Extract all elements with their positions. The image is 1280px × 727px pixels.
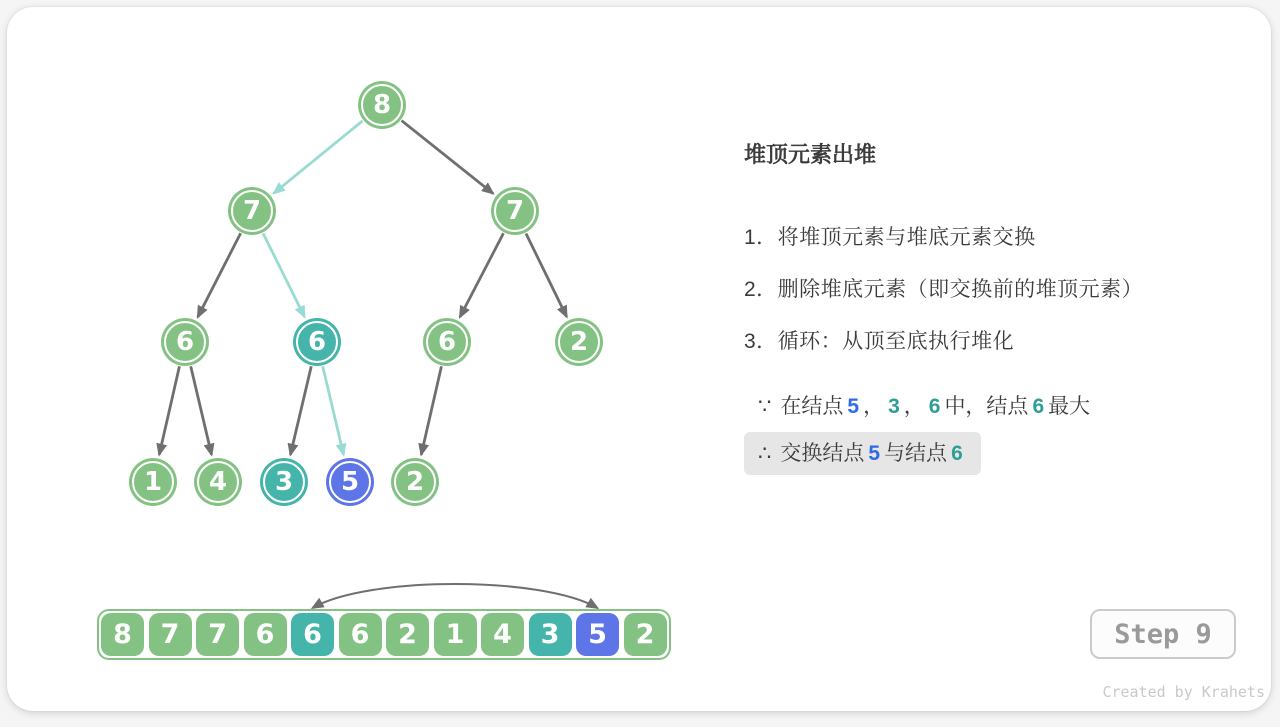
array-cell: 7 [196,613,239,656]
tree-edge [159,366,179,454]
reason-node-value: 6 [1032,395,1045,418]
figure-card [7,7,1271,711]
tree-edge [460,233,504,317]
reason-text: 与结点 [884,442,948,465]
array-cell: 5 [576,613,619,656]
tree-edge [323,366,344,454]
tree-edge [191,366,212,454]
tree-node: 4 [197,461,239,503]
reason-text: ， [863,395,885,418]
tree-node: 5 [329,461,371,503]
step-item: 2．删除堆底元素（即交换前的堆顶元素） [744,278,1144,301]
reason-text: 中，结点 [944,395,1029,418]
reason-node-value: 3 [888,395,900,418]
tree-node: 6 [426,321,468,363]
tree-node: 3 [263,461,305,503]
tree-node: 7 [231,190,273,232]
credit-text: Created by Krahets [1102,683,1265,701]
step-badge-label: Step 9 [1114,618,1212,650]
panel-title: 堆顶元素出堆 [744,142,877,167]
array-cell: 7 [149,613,192,656]
reason-node-value: 5 [847,395,860,418]
tree-node: 2 [394,461,436,503]
reason-list [744,385,1269,475]
tree-edge [402,121,494,194]
array-cell: 6 [339,613,382,656]
explanation-panel [744,138,1269,479]
step-item: 3．循环：从顶至底执行堆化 [744,330,1015,353]
tree-node: 6 [164,321,206,363]
array-cell: 8 [101,613,144,656]
array-cell: 4 [481,613,524,656]
tree-edge [274,121,363,194]
step-item: 1．将堆顶元素与堆底元素交换 [744,226,1036,249]
reason-text: 最大 [1048,395,1091,418]
array-cell: 2 [386,613,429,656]
swap-arrow [313,584,598,608]
step-list [744,225,1269,354]
tree-edge [198,233,241,317]
heap-array [97,609,671,660]
reason-text: 在结点 [780,395,844,418]
tree-edge [290,366,311,454]
tree-edge [263,233,304,317]
reason-node-value: 6 [928,395,941,418]
step-badge [1090,609,1236,659]
premise-line [744,385,1104,428]
array-cell: 3 [529,613,572,656]
array-cell: 6 [291,613,334,656]
tree-node: 2 [558,321,600,363]
tree-edge [421,366,441,454]
reason-text: 交换结点 [780,442,865,465]
conclusion-line [744,432,981,475]
tree-node: 1 [132,461,174,503]
reason-node-value: 5 [868,442,881,465]
tree-node: 7 [494,190,536,232]
array-cell: 2 [624,613,667,656]
tree-node: 6 [296,321,338,363]
array-cell: 1 [434,613,477,656]
tree-node: 8 [361,84,403,126]
tree-edge [526,233,567,316]
reason-node-value: 6 [951,442,963,465]
reason-prefix: ∵ [758,395,772,418]
reason-text: ， [903,395,925,418]
reason-prefix: ∴ [758,442,772,465]
array-cell: 6 [244,613,287,656]
